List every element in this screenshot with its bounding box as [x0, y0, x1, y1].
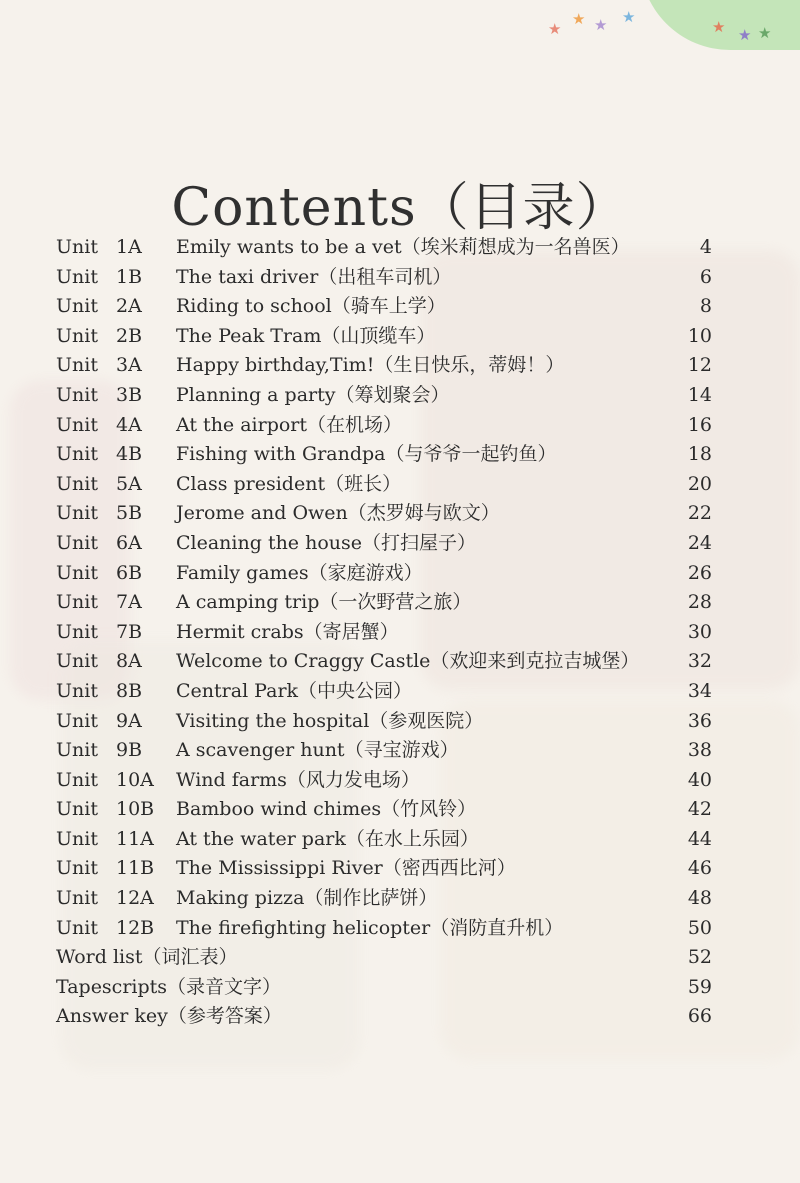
- entry-title: Riding to school（骑车上学）: [176, 295, 446, 318]
- page-number: 40: [687, 768, 712, 791]
- unit-label: Unit: [56, 502, 98, 525]
- page-number: 52: [687, 946, 712, 969]
- unit-label: Unit: [56, 324, 98, 347]
- unit-label: Unit: [56, 354, 98, 377]
- unit-label: Unit: [56, 265, 98, 288]
- entry-title: A scavenger hunt（寻宝游戏）: [176, 739, 459, 762]
- unit-code: 12B: [116, 916, 155, 939]
- unit-label: Unit: [56, 679, 98, 702]
- page-number: 59: [687, 975, 712, 998]
- unit-code: 4A: [116, 413, 142, 436]
- page-number: 66: [687, 1005, 712, 1028]
- star-icon: ★: [572, 10, 586, 28]
- unit-label: Unit: [56, 709, 98, 732]
- unit-code: 3B: [116, 383, 143, 406]
- unit-label: Unit: [56, 531, 98, 554]
- page-number: 32: [687, 650, 712, 673]
- entry-title: Bamboo wind chimes（竹风铃）: [176, 798, 477, 821]
- unit-label: Unit: [56, 739, 98, 762]
- page-number: 16: [687, 413, 712, 436]
- unit-label: Unit: [56, 798, 98, 821]
- unit-label: Unit: [56, 827, 98, 850]
- star-icon: ★: [548, 20, 562, 38]
- toc-row: [56, 677, 712, 707]
- star-icon: ★: [622, 8, 636, 26]
- star-icon: ★: [758, 24, 772, 42]
- unit-code: 11A: [116, 827, 154, 850]
- page-number: 24: [687, 531, 712, 554]
- unit-code: 5A: [116, 472, 142, 495]
- unit-code: 5B: [116, 502, 143, 525]
- unit-label: Unit: [56, 887, 98, 910]
- entry-title: The Mississippi River（密西西比河）: [176, 857, 516, 880]
- page-number: 46: [687, 857, 712, 880]
- page-number: 50: [687, 916, 712, 939]
- toc-row: [56, 618, 712, 648]
- unit-code: 9B: [116, 739, 143, 762]
- entry-title: A camping trip（一次野营之旅）: [176, 591, 472, 614]
- entry-title: Emily wants to be a vet（埃米莉想成为一名兽医）: [176, 236, 630, 258]
- toc-row: [56, 914, 712, 944]
- toc-row: [56, 440, 712, 470]
- page-footer: [0, 1160, 800, 1183]
- toc-row: [56, 499, 712, 529]
- table-of-contents: [56, 233, 712, 1032]
- entry-title: Fishing with Grandpa（与爷爷一起钓鱼）: [176, 443, 557, 466]
- unit-label: Unit: [56, 236, 98, 258]
- toc-row: [56, 351, 712, 381]
- toc-row: [56, 795, 712, 825]
- entry-title: Happy birthday,Tim!（生日快乐，蒂姆！）: [176, 354, 565, 377]
- page-number: 28: [687, 591, 712, 614]
- entry-title: Hermit crabs（寄居蟹）: [176, 620, 399, 643]
- toc-row: [56, 411, 712, 441]
- star-icon: ★: [738, 26, 752, 44]
- unit-code: 4B: [116, 443, 143, 466]
- toc-row-appendix: [56, 1002, 712, 1032]
- entry-title: Wind farms（风力发电场）: [176, 768, 420, 791]
- star-icon: ★: [712, 18, 726, 36]
- toc-row-appendix: [56, 943, 712, 973]
- unit-code: 9A: [116, 709, 142, 732]
- entry-title: Cleaning the house（打扫屋子）: [176, 531, 477, 554]
- page-number: 6: [699, 265, 712, 288]
- unit-label: Unit: [56, 383, 98, 406]
- toc-row: [56, 588, 712, 618]
- unit-code: 6B: [116, 561, 143, 584]
- toc-row: [56, 470, 712, 500]
- page-number: 10: [687, 324, 712, 347]
- entry-title: Word list（词汇表）: [56, 946, 238, 969]
- unit-code: 2A: [116, 295, 142, 318]
- page-number: 36: [687, 709, 712, 732]
- toc-row: [56, 707, 712, 737]
- page-number: 34: [687, 679, 712, 702]
- unit-label: Unit: [56, 472, 98, 495]
- unit-label: Unit: [56, 916, 98, 939]
- entry-title: The taxi driver（出租车司机）: [176, 265, 452, 288]
- entry-title: The Peak Tram（山顶缆车）: [176, 324, 436, 347]
- unit-label: Unit: [56, 561, 98, 584]
- entry-title: Planning a party（筹划聚会）: [176, 383, 450, 406]
- entry-title: Class president（班长）: [176, 472, 402, 495]
- unit-label: Unit: [56, 591, 98, 614]
- page-title: Contents（目录）: [171, 177, 629, 238]
- page-number: 12: [687, 354, 712, 377]
- toc-row: [56, 825, 712, 855]
- toc-row: [56, 263, 712, 293]
- unit-code: 1A: [116, 236, 142, 258]
- toc-row: [56, 647, 712, 677]
- page-number: 8: [699, 295, 712, 318]
- entry-title: Tapescripts（录音文字）: [56, 975, 282, 998]
- toc-row: [56, 854, 712, 884]
- entry-title: Jerome and Owen（杰罗姆与欧文）: [176, 502, 500, 525]
- star-icon: ★: [594, 16, 608, 34]
- entry-title: At the water park（在水上乐园）: [176, 827, 479, 850]
- page-number: 26: [687, 561, 712, 584]
- entry-title: Making pizza（制作比萨饼）: [176, 887, 438, 910]
- toc-row-appendix: [56, 973, 712, 1003]
- toc-row: [56, 736, 712, 766]
- entry-title: Visiting the hospital（参观医院）: [176, 709, 484, 732]
- unit-code: 8A: [116, 650, 142, 673]
- entry-title: Answer key（参考答案）: [56, 1005, 282, 1028]
- unit-code: 7A: [116, 591, 142, 614]
- page-number: 48: [687, 887, 712, 910]
- page-number: 44: [687, 827, 712, 850]
- unit-code: 3A: [116, 354, 142, 377]
- toc-row: [56, 292, 712, 322]
- unit-code: 11B: [116, 857, 155, 880]
- entry-title: At the airport（在机场）: [176, 413, 403, 436]
- unit-code: 10B: [116, 798, 155, 821]
- toc-row: [56, 529, 712, 559]
- unit-code: 2B: [116, 324, 143, 347]
- unit-label: Unit: [56, 413, 98, 436]
- toc-row: [56, 381, 712, 411]
- unit-label: Unit: [56, 857, 98, 880]
- unit-label: Unit: [56, 295, 98, 318]
- page-number: 18: [687, 443, 712, 466]
- unit-code: 7B: [116, 620, 143, 643]
- page-number: 4: [699, 236, 712, 258]
- page-number: 30: [687, 620, 712, 643]
- page-number: 38: [687, 739, 712, 762]
- unit-code: 1B: [116, 265, 143, 288]
- entry-title: The firefighting helicopter（消防直升机）: [176, 916, 564, 939]
- unit-label: Unit: [56, 443, 98, 466]
- page-number: 42: [687, 798, 712, 821]
- page-number: 14: [687, 383, 712, 406]
- unit-label: Unit: [56, 650, 98, 673]
- entry-title: Central Park（中央公园）: [176, 679, 413, 702]
- unit-label: Unit: [56, 768, 98, 791]
- entry-title: Family games（家庭游戏）: [176, 561, 423, 584]
- page-number: 20: [687, 472, 712, 495]
- toc-row: [56, 559, 712, 589]
- toc-row: [56, 766, 712, 796]
- entry-title: Welcome to Craggy Castle（欢迎来到克拉吉城堡）: [176, 650, 640, 673]
- unit-label: Unit: [56, 620, 98, 643]
- toc-row: [56, 233, 712, 263]
- unit-code: 8B: [116, 679, 143, 702]
- page-number: 22: [687, 502, 712, 525]
- toc-row: [56, 884, 712, 914]
- toc-row: [56, 322, 712, 352]
- unit-code: 12A: [116, 887, 154, 910]
- unit-code: 6A: [116, 531, 142, 554]
- unit-code: 10A: [116, 768, 154, 791]
